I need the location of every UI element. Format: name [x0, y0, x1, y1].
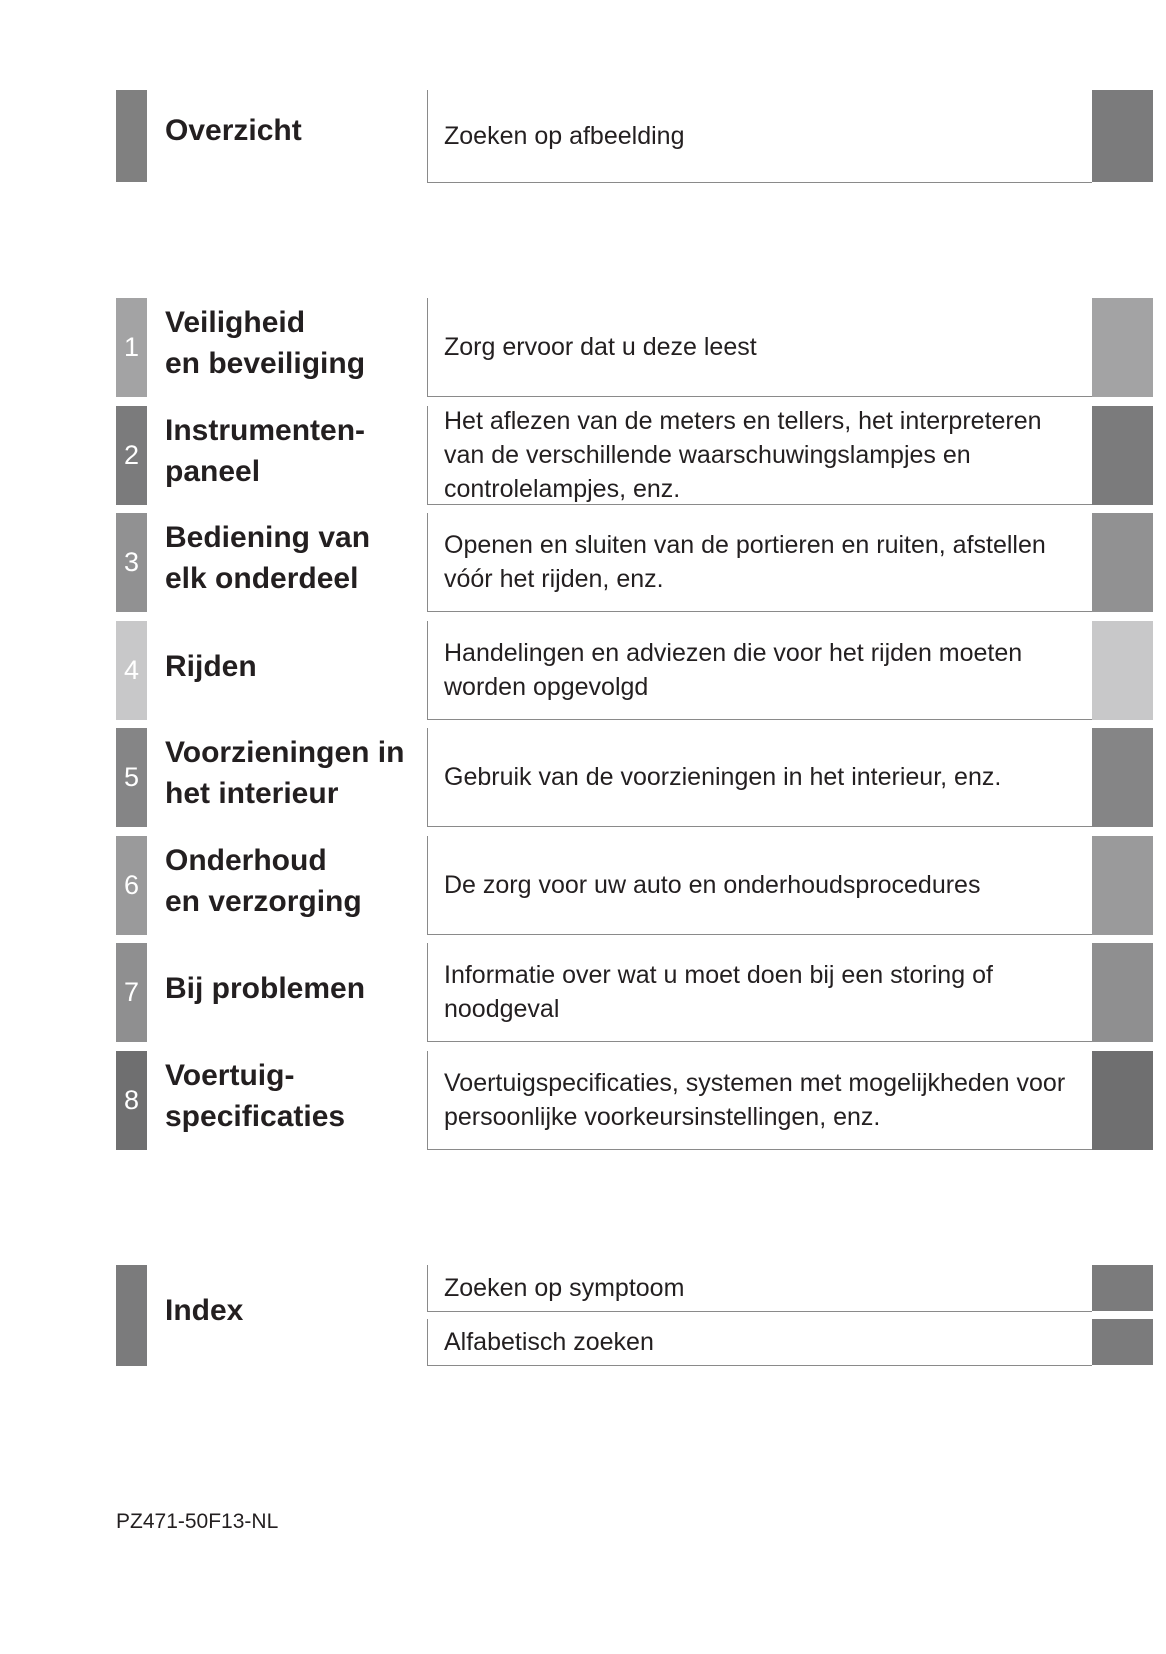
overview-title: Overzicht: [165, 113, 302, 147]
chapter-edge-tab: [1092, 943, 1153, 1042]
chapter-edge-tab: [1092, 298, 1153, 397]
chapter-title: Onderhoud en verzorging: [165, 844, 362, 918]
overview-edge-tab: [1092, 90, 1153, 182]
chapter-edge-tab: [1092, 836, 1153, 935]
chapter-number-tab: 1: [116, 298, 147, 397]
chapter-number-tab: 6: [116, 836, 147, 935]
index-title: Index: [165, 1293, 244, 1327]
chapter-number-tab: 3: [116, 513, 147, 612]
chapter-6[interactable]: [116, 836, 1153, 935]
chapter-description: Voertuigspecificaties, systemen met mogelijkheden voor persoonlijke voorkeursinstellingen, enz.: [427, 1051, 1092, 1150]
chapter-title: Instrumenten- paneel: [165, 414, 366, 488]
index-item-alphabetical[interactable]: Alfabetisch zoeken: [427, 1319, 1092, 1366]
overview-section[interactable]: [116, 90, 1153, 183]
chapter-number-tab: 5: [116, 728, 147, 827]
chapter-number-tab: 2: [116, 406, 147, 505]
index-section: [116, 1265, 1153, 1366]
chapter-description: Openen en sluiten van de portieren en ruiten, afstellen vóór het rijden, enz.: [427, 513, 1092, 612]
chapter-title: Veiligheid en beveiliging: [165, 306, 366, 380]
chapter-edge-tab: [1092, 406, 1153, 505]
chapter-description: De zorg voor uw auto en onderhoudsprocedures: [427, 836, 1092, 935]
index-tab: [116, 1265, 147, 1366]
chapter-7[interactable]: [116, 943, 1153, 1042]
chapter-description: Gebruik van de voorzieningen in het interieur, enz.: [427, 728, 1092, 827]
chapter-number-tab: 4: [116, 621, 147, 720]
chapter-number-tab: 8: [116, 1051, 147, 1150]
chapter-edge-tab: [1092, 728, 1153, 827]
document-code: PZ471-50F13-NL: [116, 1510, 279, 1533]
overview-tab: [116, 90, 147, 182]
chapter-description: Zorg ervoor dat u deze leest: [427, 298, 1092, 397]
chapter-3[interactable]: [116, 513, 1153, 612]
chapter-5[interactable]: [116, 728, 1153, 827]
chapter-description: Informatie over wat u moet doen bij een storing of noodgeval: [427, 943, 1092, 1042]
index-edge-tab-alphabetical: [1092, 1319, 1153, 1365]
chapter-edge-tab: [1092, 621, 1153, 720]
chapter-edge-tab: [1092, 513, 1153, 612]
index-edge-tab-symptom: [1092, 1265, 1153, 1311]
chapter-description: Handelingen en adviezen die voor het rijden moeten worden opgevolgd: [427, 621, 1092, 720]
overview-description: Zoeken op afbeelding: [427, 90, 1092, 183]
chapter-description: Het aflezen van de meters en tellers, het interpreteren van de verschillende waarschuwingslampjes en controlelampjes, enz.: [427, 406, 1092, 505]
chapter-4[interactable]: [116, 621, 1153, 720]
chapter-1[interactable]: [116, 298, 1153, 397]
chapter-title: Rijden: [165, 649, 257, 683]
chapter-2[interactable]: [116, 406, 1153, 505]
chapter-number-tab: 7: [116, 943, 147, 1042]
chapter-title: Bediening van elk onderdeel: [165, 521, 371, 595]
chapter-title: Voorzieningen in het interieur: [165, 736, 405, 810]
chapter-title: Voertuig- specificaties: [165, 1059, 346, 1133]
index-item-symptom[interactable]: Zoeken op symptoom: [427, 1265, 1092, 1312]
chapter-title: Bij problemen: [165, 971, 366, 1005]
chapter-edge-tab: [1092, 1051, 1153, 1150]
chapter-8[interactable]: [116, 1051, 1153, 1150]
